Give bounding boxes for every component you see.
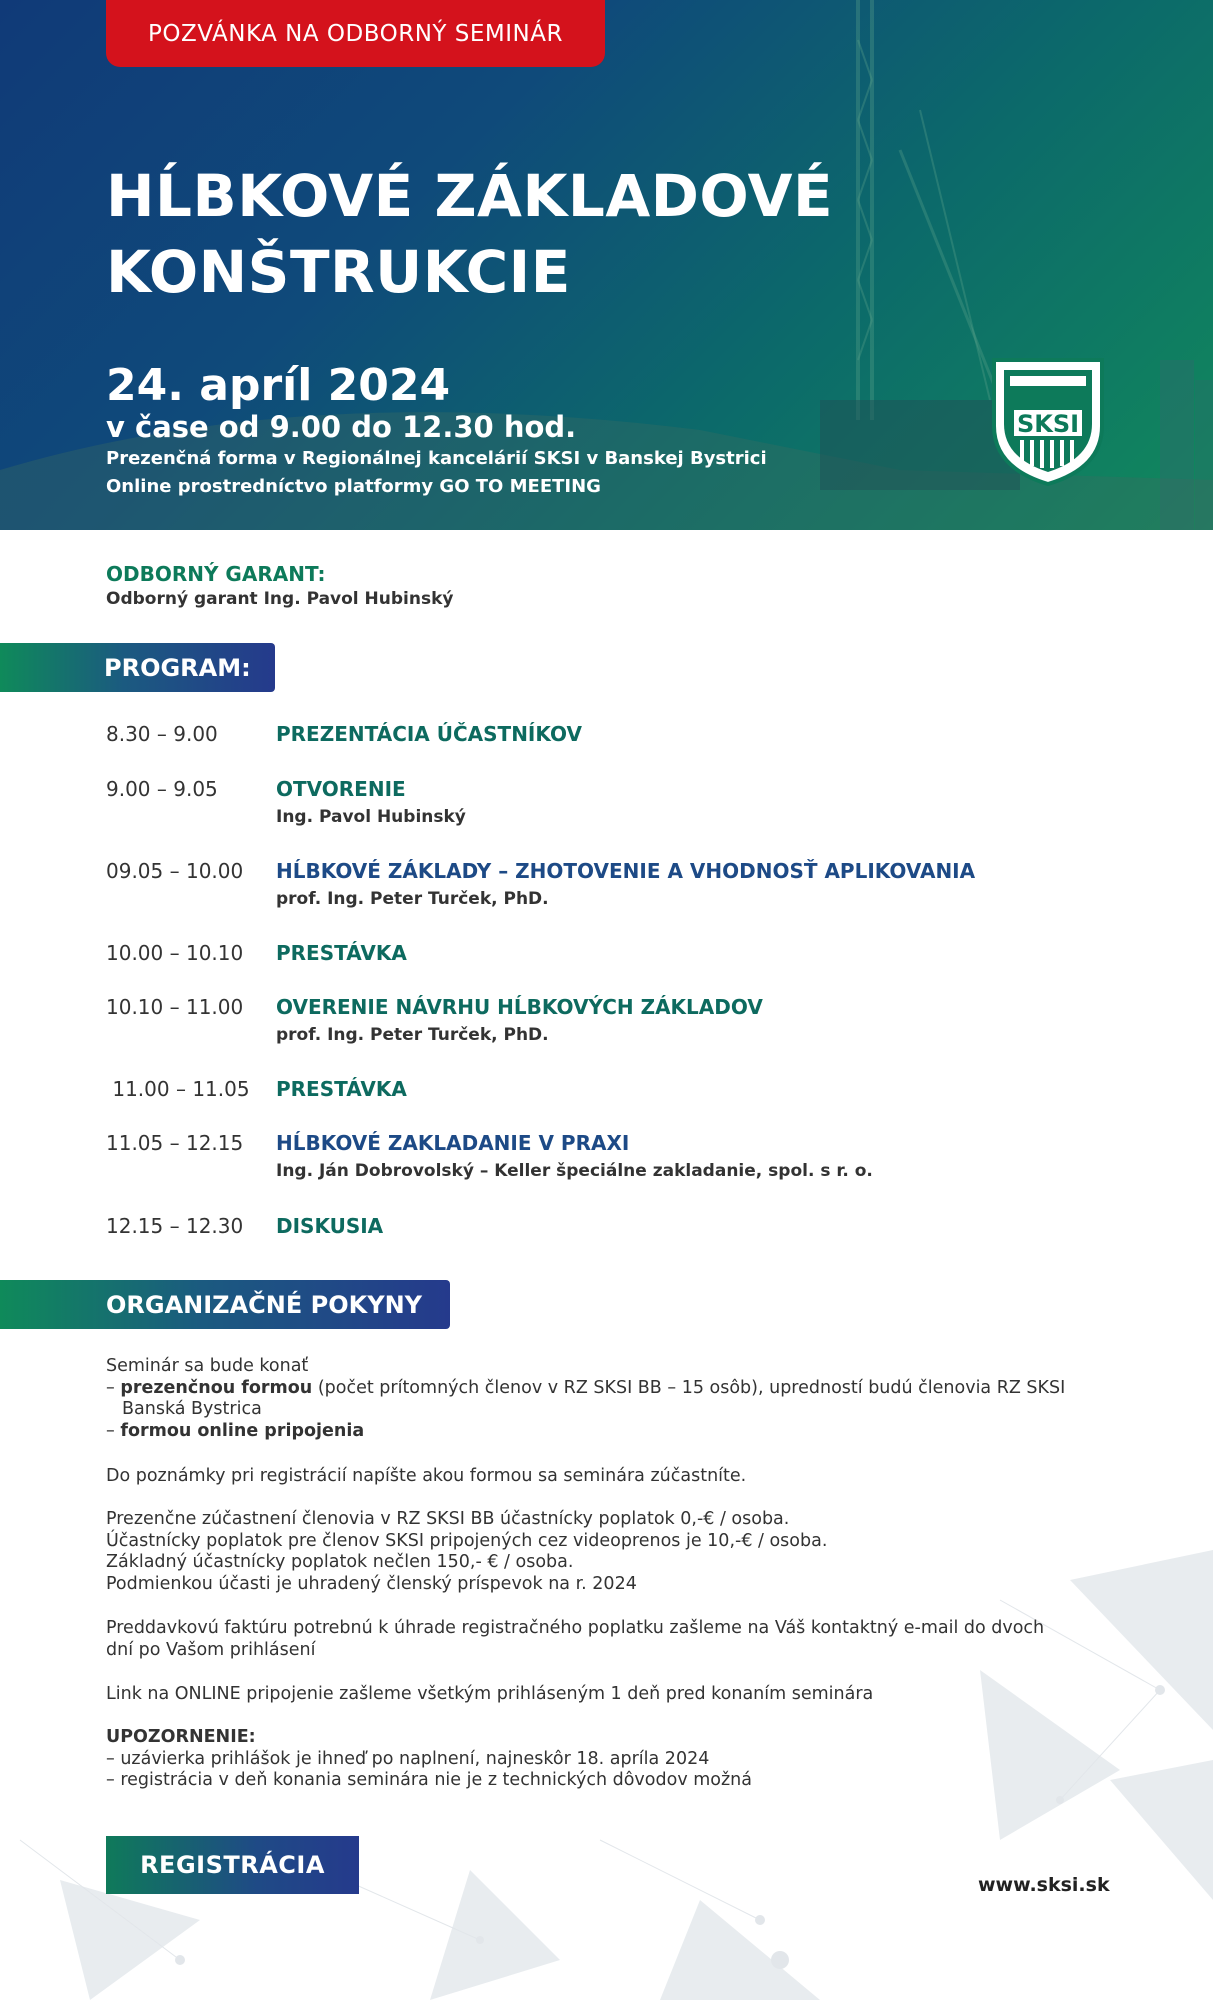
program-title: HĹBKOVÉ ZAKLADANIE V PRAXI <box>276 1131 630 1155</box>
warning-heading: UPOZORNENIE: <box>106 1727 256 1747</box>
fee-line: Podmienkou účasti je uhradený členský príspevok na r. 2024 <box>106 1573 637 1594</box>
fee-line: Účastnícky poplatok pre členov SKSI pripojených cez videoprenos je 10,-€ / osoba. <box>106 1530 828 1551</box>
program-title: HĹBKOVÉ ZÁKLADY – ZHOTOVENIE A VHODNOSŤ APLIKOVANIA <box>276 859 976 883</box>
org-intro <box>106 1356 1116 1442</box>
online-line: Online prostredníctvo platformy GO TO MEETING <box>106 476 601 497</box>
program-time: 11.00 – 11.05 <box>106 1077 250 1101</box>
org-intro-text: Seminár sa bude konať <box>106 1356 309 1376</box>
program-speaker: prof. Ing. Peter Turček, PhD. <box>276 889 549 909</box>
program-time: 8.30 – 9.00 <box>106 722 218 746</box>
org-bullet-1-cont: Banská Bystrica <box>122 1399 262 1419</box>
program-heading: PROGRAM: <box>0 643 275 692</box>
fee-line: Prezenčne zúčastnení členovia v RZ SKSI BB účastnícky poplatok 0,-€ / osoba. <box>106 1509 790 1529</box>
warning-line: – uzávierka prihlášok je ihneď po naplnení, najneskôr 18. apríla 2024 <box>106 1748 710 1769</box>
program-time: 12.15 – 12.30 <box>106 1214 244 1238</box>
org-link: Link na ONLINE pripojenie zašleme všetkým prihláseným 1 deň pred konaním seminára <box>106 1684 874 1704</box>
hero-banner <box>0 0 1213 530</box>
logo-text: SKSI <box>1016 410 1080 438</box>
org-warning <box>106 1727 1116 1792</box>
program-title: DISKUSIA <box>276 1214 384 1238</box>
org-note: Do poznámky pri registrácií napíšte akou formou sa seminára zúčastníte. <box>106 1466 747 1486</box>
garant-text: Odborný garant Ing. Pavol Hubinský <box>106 589 454 609</box>
warning-line: – registrácia v deň konania seminára nie je z technických dôvodov možná <box>106 1770 752 1790</box>
program-time: 9.00 – 9.05 <box>106 777 218 801</box>
title-line-2: KONŠTRUKCIE <box>106 238 571 306</box>
program-speaker: Ing. Ján Dobrovolský – Keller špeciálne zakladanie, spol. s r. o. <box>276 1161 873 1181</box>
program-speaker: Ing. Pavol Hubinský <box>276 807 466 827</box>
org-bullet-1: – prezenčnou formou (počet prítomných členov v RZ SKSI BB – 15 osôb), upredností budú členovia RZ SKSI <box>106 1377 1066 1398</box>
org-heading: ORGANIZAČNÉ POKYNY <box>0 1280 450 1329</box>
program-time: 11.05 – 12.15 <box>106 1131 244 1155</box>
org-bullet-2: – formou online pripojenia <box>106 1420 365 1441</box>
program-time: 10.10 – 11.00 <box>106 995 244 1019</box>
program-title: PRESTÁVKA <box>276 941 407 965</box>
program-title: PRESTÁVKA <box>276 1077 407 1101</box>
website-link[interactable]: www.sksi.sk <box>978 1874 1110 1896</box>
invoice-line: Preddavkovú faktúru potrebnú k úhrade registračného poplatku zašleme na Váš kontaktný e-mail do dvoch <box>106 1618 1045 1638</box>
event-time: v čase od 9.00 do 12.30 hod. <box>106 410 577 444</box>
program-title: OVERENIE NÁVRHU HĹBKOVÝCH ZÁKLADOV <box>276 995 763 1019</box>
org-invoice <box>106 1618 1116 1661</box>
title-line-1: HĹBKOVÉ ZÁKLADOVÉ <box>106 162 834 230</box>
fee-line: Základný účastnícky poplatok nečlen 150,- € / osoba. <box>106 1552 574 1572</box>
invoice-line: dní po Vašom prihlásení <box>106 1639 316 1660</box>
sksi-logo <box>990 356 1106 488</box>
registration-button[interactable]: REGISTRÁCIA <box>106 1836 359 1894</box>
program-time: 10.00 – 10.10 <box>106 941 244 965</box>
program-title: OTVORENIE <box>276 777 406 801</box>
program-title: PREZENTÁCIA ÚČASTNÍKOV <box>276 722 582 746</box>
page-title <box>106 158 906 310</box>
org-fees <box>106 1509 1116 1595</box>
invitation-badge: POZVÁNKA NA ODBORNÝ SEMINÁR <box>106 0 605 67</box>
event-date: 24. apríl 2024 <box>106 360 451 411</box>
program-speaker: prof. Ing. Peter Turček, PhD. <box>276 1025 549 1045</box>
garant-heading: ODBORNÝ GARANT: <box>106 562 326 586</box>
program-time: 09.05 – 10.00 <box>106 859 244 883</box>
venue-line: Prezenčná forma v Regionálnej kancelárií SKSI v Banskej Bystrici <box>106 448 767 469</box>
